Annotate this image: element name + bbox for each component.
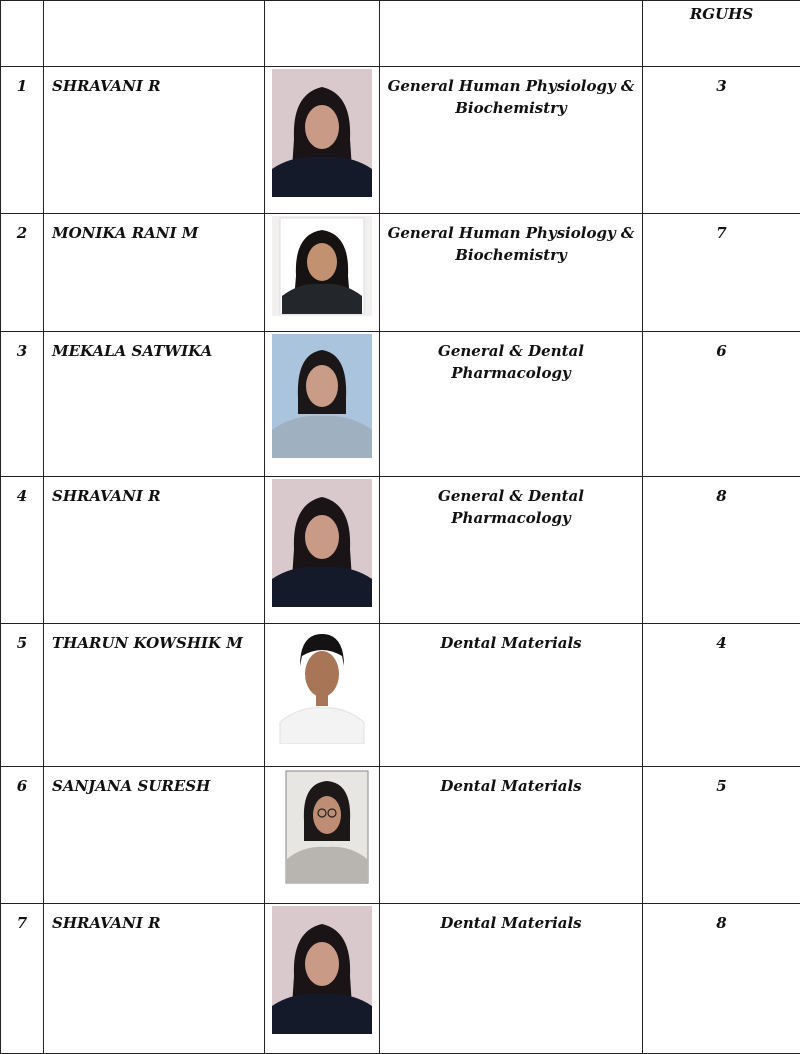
serial-number: 3 (1, 332, 44, 477)
table-row (1, 477, 800, 624)
header-subject-cell (380, 1, 643, 67)
header-row (1, 1, 800, 67)
photo-cell (265, 332, 380, 477)
student-name: THARUN KOWSHIK M (44, 624, 265, 767)
subject: Dental Materials (380, 904, 643, 1054)
table-row (1, 904, 800, 1054)
student-name: MONIKA RANI M (44, 214, 265, 332)
serial-number: 2 (1, 214, 44, 332)
subject: Dental Materials (380, 624, 643, 767)
table-row (1, 332, 800, 477)
student-name: SHRAVANI R (44, 904, 265, 1054)
rank: 8 (643, 477, 800, 624)
male-portrait-photo (272, 626, 372, 744)
subject: General & Dental Pharmacology (380, 477, 643, 624)
serial-number: 4 (1, 477, 44, 624)
rank: 6 (643, 332, 800, 477)
female-portrait-photo (272, 479, 372, 607)
table-row (1, 214, 800, 332)
student-name: SHRAVANI R (44, 67, 265, 214)
student-name: SANJANA SURESH (44, 767, 265, 904)
rank: 4 (643, 624, 800, 767)
rank: 3 (643, 67, 800, 214)
header-rank-label: RGUHS (690, 5, 753, 23)
photo-cell (265, 214, 380, 332)
photo-cell (265, 477, 380, 624)
student-name: MEKALA SATWIKA (44, 332, 265, 477)
serial-number: 6 (1, 767, 44, 904)
student-name: SHRAVANI R (44, 477, 265, 624)
table-row (1, 767, 800, 904)
header-rank-cell (643, 1, 800, 67)
subject: General Human Physiology & Biochemistry (380, 67, 643, 214)
female-portrait-photo (272, 216, 372, 316)
photo-cell (265, 624, 380, 767)
serial-number: 5 (1, 624, 44, 767)
subject: General & Dental Pharmacology (380, 332, 643, 477)
header-name-cell (44, 1, 265, 67)
rank: 7 (643, 214, 800, 332)
header-no-cell (1, 1, 44, 67)
table-row (1, 624, 800, 767)
serial-number: 7 (1, 904, 44, 1054)
female-portrait-photo (272, 69, 372, 197)
table-row (1, 67, 800, 214)
header-photo-cell (265, 1, 380, 67)
photo-cell (265, 904, 380, 1054)
female-portrait-photo (272, 906, 372, 1034)
rank: 8 (643, 904, 800, 1054)
female-portrait-photo (272, 334, 372, 458)
subject: Dental Materials (380, 767, 643, 904)
female-portrait-photo (272, 769, 372, 885)
rank: 5 (643, 767, 800, 904)
photo-cell (265, 767, 380, 904)
photo-cell (265, 67, 380, 214)
serial-number: 1 (1, 67, 44, 214)
subject: General Human Physiology & Biochemistry (380, 214, 643, 332)
